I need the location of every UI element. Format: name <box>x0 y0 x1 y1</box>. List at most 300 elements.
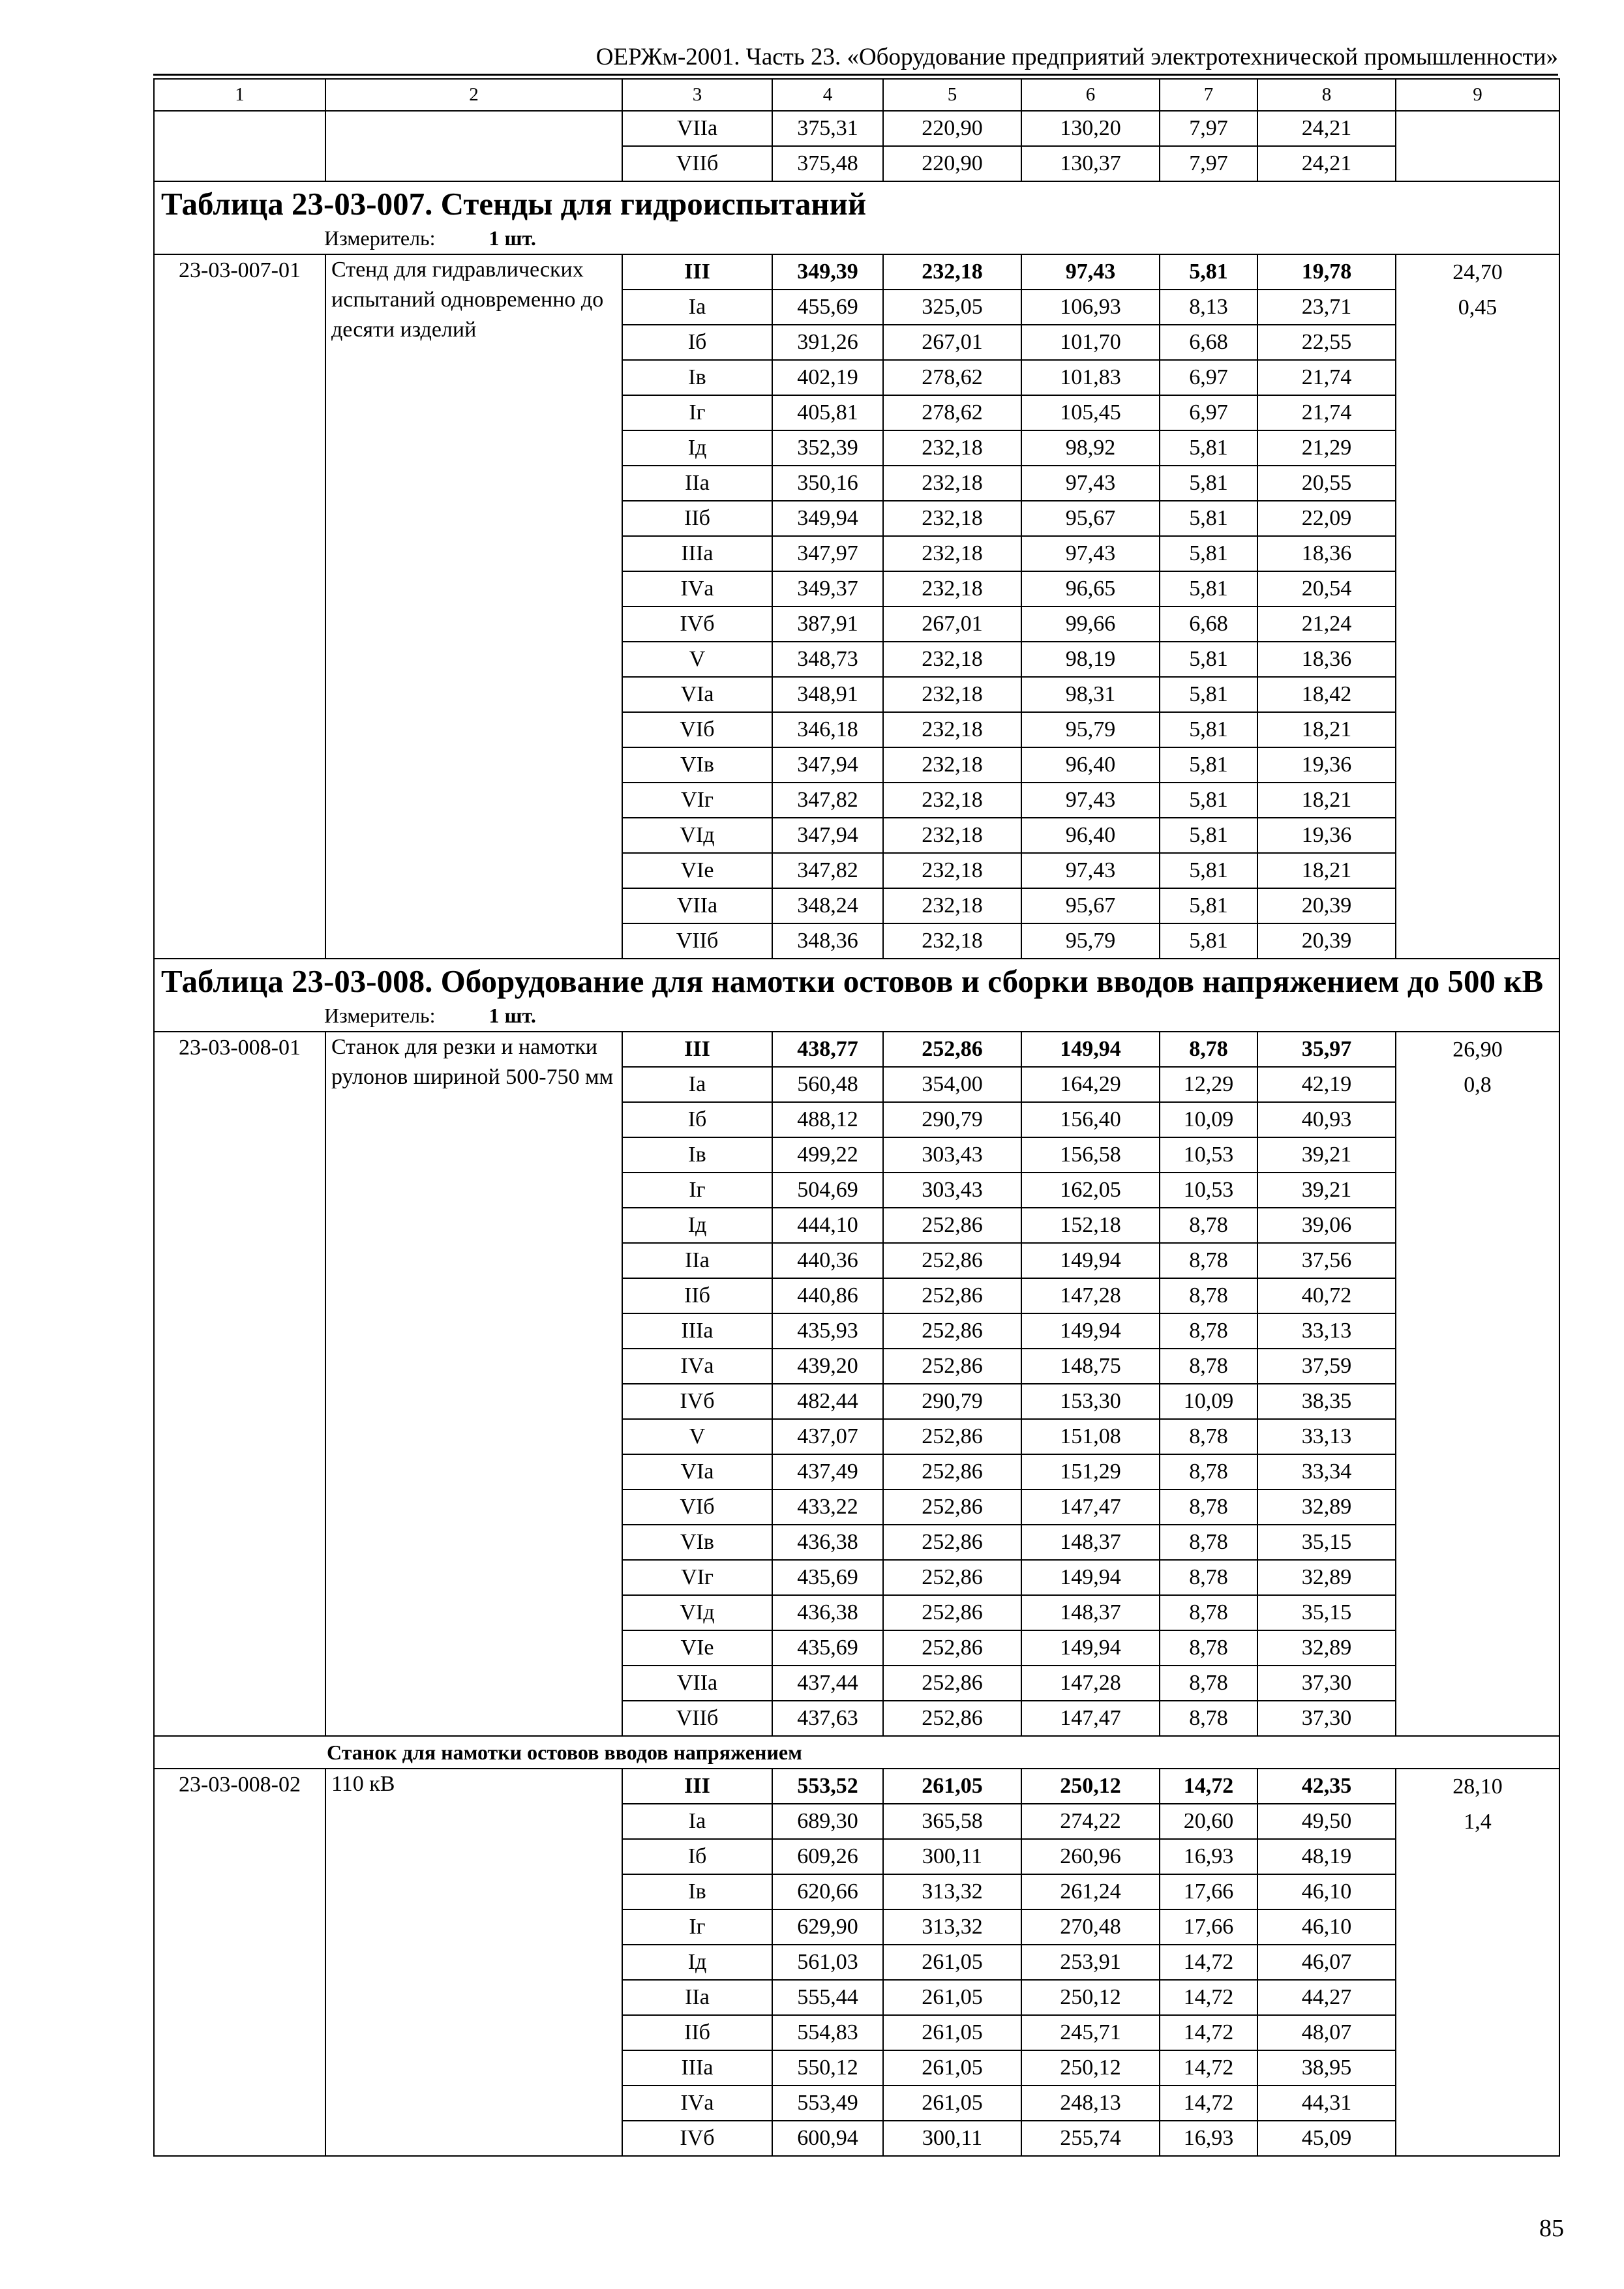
materials-cell: 21,24 <box>1257 606 1396 642</box>
region-cell: VIIб <box>622 146 772 181</box>
page-number: 85 <box>1539 2215 1564 2242</box>
salary-cell: 232,18 <box>883 923 1021 959</box>
region-cell: IIIа <box>622 1313 772 1349</box>
region-cell: Iа <box>622 290 772 325</box>
machines-cell: 96,40 <box>1021 818 1160 853</box>
materials-cell: 40,72 <box>1257 1278 1396 1313</box>
driver-salary-cell: 14,72 <box>1160 1980 1257 2015</box>
salary-cell: 252,86 <box>883 1701 1021 1736</box>
machines-cell: 105,45 <box>1021 395 1160 430</box>
total-cost-cell: 437,44 <box>772 1666 883 1701</box>
total-cost-cell: 352,39 <box>772 430 883 466</box>
region-cell: Iд <box>622 430 772 466</box>
materials-cell: 20,54 <box>1257 571 1396 606</box>
salary-cell: 261,05 <box>883 2086 1021 2121</box>
measure-label: Измеритель: <box>324 1004 436 1027</box>
region-cell: V <box>622 1419 772 1454</box>
materials-cell: 37,30 <box>1257 1666 1396 1701</box>
salary-cell: 261,05 <box>883 2050 1021 2086</box>
driver-salary-cell: 8,78 <box>1160 1630 1257 1666</box>
machines-cell: 248,13 <box>1021 2086 1160 2121</box>
salary-cell: 252,86 <box>883 1560 1021 1595</box>
salary-cell: 252,86 <box>883 1630 1021 1666</box>
machines-cell: 149,94 <box>1021 1243 1160 1278</box>
driver-salary-cell: 8,78 <box>1160 1208 1257 1243</box>
description-cell: Стенд для гидравлических испытаний одновременно до десяти изделий <box>325 254 622 959</box>
total-cost-cell: 349,39 <box>772 254 883 290</box>
column-number: 9 <box>1396 79 1559 111</box>
materials-cell: 19,78 <box>1257 254 1396 290</box>
total-cost-cell: 455,69 <box>772 290 883 325</box>
region-cell: IIб <box>622 1278 772 1313</box>
materials-cell: 39,21 <box>1257 1173 1396 1208</box>
salary-cell: 220,90 <box>883 146 1021 181</box>
table-title-row <box>154 959 1559 1032</box>
total-cost-cell: 375,31 <box>772 111 883 146</box>
total-cost-cell: 438,77 <box>772 1032 883 1067</box>
region-cell: VIд <box>622 818 772 853</box>
column-number: 7 <box>1160 79 1257 111</box>
materials-cell: 22,55 <box>1257 325 1396 360</box>
driver-salary-cell: 8,78 <box>1160 1032 1257 1067</box>
materials-cell: 21,74 <box>1257 360 1396 395</box>
materials-cell: 49,50 <box>1257 1804 1396 1839</box>
materials-cell: 35,15 <box>1257 1595 1396 1630</box>
salary-cell: 261,05 <box>883 1769 1021 1804</box>
column-number: 8 <box>1257 79 1396 111</box>
machines-cell: 130,20 <box>1021 111 1160 146</box>
subtitle-cell: Станок для намотки остовов вводов напряжением <box>154 1736 1559 1769</box>
region-cell: VIа <box>622 677 772 712</box>
salary-cell: 325,05 <box>883 290 1021 325</box>
total-cost-cell: 600,94 <box>772 2121 883 2156</box>
total-cost-cell: 436,38 <box>772 1595 883 1630</box>
machines-cell: 147,47 <box>1021 1701 1160 1736</box>
price-table <box>153 78 1560 2157</box>
code-cell: 23-03-008-01 <box>154 1032 325 1736</box>
salary-cell: 290,79 <box>883 1384 1021 1419</box>
machines-cell: 99,66 <box>1021 606 1160 642</box>
salary-cell: 232,18 <box>883 818 1021 853</box>
description-cell: Станок для резки и намотки рулонов шириной 500-750 мм <box>325 1032 622 1736</box>
region-cell: VIб <box>622 1489 772 1525</box>
materials-cell: 20,39 <box>1257 923 1396 959</box>
region-cell: III <box>622 254 772 290</box>
region-cell: VIIа <box>622 1666 772 1701</box>
table-title: Таблица 23-03-007. Стенды для гидроиспытаний <box>161 186 867 222</box>
materials-cell: 18,42 <box>1257 677 1396 712</box>
region-cell: Iв <box>622 1874 772 1909</box>
table-row <box>154 111 1559 146</box>
code-cell: 23-03-007-01 <box>154 254 325 959</box>
subtitle-row <box>154 1736 1559 1769</box>
salary-cell: 252,86 <box>883 1666 1021 1701</box>
total-cost-cell: 387,91 <box>772 606 883 642</box>
driver-salary-cell: 5,81 <box>1160 536 1257 571</box>
labor-machinists: 0,8 <box>1464 1073 1492 1097</box>
total-cost-cell: 629,90 <box>772 1909 883 1945</box>
total-cost-cell: 347,82 <box>772 853 883 888</box>
header-text: ОЕРЖм-2001. Часть 23. «Оборудование предприятий электротехнической промышленности» <box>595 44 1558 70</box>
materials-cell: 40,93 <box>1257 1102 1396 1137</box>
region-cell: Iа <box>622 1804 772 1839</box>
driver-salary-cell: 5,81 <box>1160 501 1257 536</box>
total-cost-cell: 437,07 <box>772 1419 883 1454</box>
machines-cell: 149,94 <box>1021 1560 1160 1595</box>
salary-cell: 232,18 <box>883 712 1021 747</box>
driver-salary-cell: 8,78 <box>1160 1525 1257 1560</box>
total-cost-cell: 609,26 <box>772 1839 883 1874</box>
machines-cell: 148,37 <box>1021 1525 1160 1560</box>
total-cost-cell: 349,94 <box>772 501 883 536</box>
machines-cell: 97,43 <box>1021 783 1160 818</box>
region-cell: IIа <box>622 1243 772 1278</box>
materials-cell: 37,59 <box>1257 1349 1396 1384</box>
materials-cell: 19,36 <box>1257 747 1396 783</box>
machines-cell: 97,43 <box>1021 853 1160 888</box>
code-cell: 23-03-008-02 <box>154 1769 325 2156</box>
region-cell: Iв <box>622 1137 772 1173</box>
machines-cell: 156,58 <box>1021 1137 1160 1173</box>
salary-cell: 232,18 <box>883 642 1021 677</box>
driver-salary-cell: 5,81 <box>1160 712 1257 747</box>
driver-salary-cell: 8,78 <box>1160 1560 1257 1595</box>
total-cost-cell: 550,12 <box>772 2050 883 2086</box>
measure-line <box>161 224 1555 254</box>
materials-cell: 21,29 <box>1257 430 1396 466</box>
total-cost-cell: 347,82 <box>772 783 883 818</box>
driver-salary-cell: 8,78 <box>1160 1349 1257 1384</box>
table-body <box>154 79 1559 2156</box>
salary-cell: 278,62 <box>883 360 1021 395</box>
page-header <box>153 39 1558 76</box>
salary-cell: 232,18 <box>883 853 1021 888</box>
region-cell: IIIа <box>622 2050 772 2086</box>
labor-cost: 26,90 <box>1452 1038 1503 1062</box>
materials-cell: 33,13 <box>1257 1419 1396 1454</box>
table-row <box>154 1032 1559 1067</box>
total-cost-cell: 560,48 <box>772 1067 883 1102</box>
labor-machinists: 0,45 <box>1458 295 1497 320</box>
driver-salary-cell: 8,78 <box>1160 1666 1257 1701</box>
total-cost-cell: 347,94 <box>772 818 883 853</box>
labor-cell <box>1396 254 1559 959</box>
driver-salary-cell: 14,72 <box>1160 2015 1257 2050</box>
measure-label: Измеритель: <box>324 226 436 250</box>
driver-salary-cell: 20,60 <box>1160 1804 1257 1839</box>
salary-cell: 252,86 <box>883 1208 1021 1243</box>
driver-salary-cell: 6,68 <box>1160 606 1257 642</box>
total-cost-cell: 439,20 <box>772 1349 883 1384</box>
salary-cell: 252,86 <box>883 1419 1021 1454</box>
salary-cell: 252,86 <box>883 1454 1021 1489</box>
measure-unit: 1 шт. <box>489 1004 536 1027</box>
description-cell: 110 кВ <box>325 1769 622 2156</box>
driver-salary-cell: 14,72 <box>1160 1945 1257 1980</box>
region-cell: VIв <box>622 1525 772 1560</box>
materials-cell: 24,21 <box>1257 111 1396 146</box>
region-cell: IVа <box>622 1349 772 1384</box>
labor-cell <box>1396 1032 1559 1736</box>
driver-salary-cell: 7,97 <box>1160 111 1257 146</box>
region-cell: Iд <box>622 1208 772 1243</box>
total-cost-cell: 435,69 <box>772 1560 883 1595</box>
machines-cell: 162,05 <box>1021 1173 1160 1208</box>
machines-cell: 147,28 <box>1021 1666 1160 1701</box>
total-cost-cell: 504,69 <box>772 1173 883 1208</box>
machines-cell: 101,70 <box>1021 325 1160 360</box>
driver-salary-cell: 10,53 <box>1160 1173 1257 1208</box>
machines-cell: 156,40 <box>1021 1102 1160 1137</box>
region-cell: VIг <box>622 783 772 818</box>
machines-cell: 130,37 <box>1021 146 1160 181</box>
region-cell: VIе <box>622 853 772 888</box>
materials-cell: 48,07 <box>1257 2015 1396 2050</box>
salary-cell: 354,00 <box>883 1067 1021 1102</box>
region-cell: IVб <box>622 1384 772 1419</box>
machines-cell: 98,19 <box>1021 642 1160 677</box>
region-cell: IVа <box>622 2086 772 2121</box>
column-number: 4 <box>772 79 883 111</box>
total-cost-cell: 346,18 <box>772 712 883 747</box>
driver-salary-cell: 5,81 <box>1160 430 1257 466</box>
table-row <box>154 254 1559 290</box>
measure-line <box>161 1001 1555 1031</box>
total-cost-cell: 348,36 <box>772 923 883 959</box>
region-cell: VIе <box>622 1630 772 1666</box>
salary-cell: 252,86 <box>883 1489 1021 1525</box>
region-cell: Iв <box>622 360 772 395</box>
materials-cell: 38,35 <box>1257 1384 1396 1419</box>
driver-salary-cell: 16,93 <box>1160 2121 1257 2156</box>
materials-cell: 18,36 <box>1257 642 1396 677</box>
driver-salary-cell: 8,78 <box>1160 1278 1257 1313</box>
materials-cell: 44,31 <box>1257 2086 1396 2121</box>
region-cell: Iб <box>622 1839 772 1874</box>
salary-cell: 252,86 <box>883 1349 1021 1384</box>
table-title-row <box>154 181 1559 254</box>
machines-cell: 97,43 <box>1021 466 1160 501</box>
machines-cell: 147,28 <box>1021 1278 1160 1313</box>
region-cell: VIг <box>622 1560 772 1595</box>
machines-cell: 250,12 <box>1021 1769 1160 1804</box>
total-cost-cell: 444,10 <box>772 1208 883 1243</box>
region-cell: VIIа <box>622 888 772 923</box>
salary-cell: 252,86 <box>883 1595 1021 1630</box>
labor-cell <box>1396 1769 1559 2156</box>
salary-cell: 261,05 <box>883 1980 1021 2015</box>
salary-cell: 267,01 <box>883 606 1021 642</box>
salary-cell: 252,86 <box>883 1032 1021 1067</box>
machines-cell: 250,12 <box>1021 1980 1160 2015</box>
materials-cell: 45,09 <box>1257 2121 1396 2156</box>
materials-cell: 18,21 <box>1257 712 1396 747</box>
total-cost-cell: 402,19 <box>772 360 883 395</box>
machines-cell: 98,92 <box>1021 430 1160 466</box>
materials-cell: 42,35 <box>1257 1769 1396 1804</box>
machines-cell: 95,79 <box>1021 923 1160 959</box>
machines-cell: 270,48 <box>1021 1909 1160 1945</box>
total-cost-cell: 440,36 <box>772 1243 883 1278</box>
total-cost-cell: 375,48 <box>772 146 883 181</box>
column-numbers-row <box>154 79 1559 111</box>
salary-cell: 232,18 <box>883 430 1021 466</box>
description-cell <box>325 111 622 181</box>
driver-salary-cell: 12,29 <box>1160 1067 1257 1102</box>
table-title-cell <box>154 959 1559 1032</box>
machines-cell: 260,96 <box>1021 1839 1160 1874</box>
driver-salary-cell: 5,81 <box>1160 923 1257 959</box>
driver-salary-cell: 16,93 <box>1160 1839 1257 1874</box>
materials-cell: 20,55 <box>1257 466 1396 501</box>
salary-cell: 232,18 <box>883 888 1021 923</box>
driver-salary-cell: 14,72 <box>1160 2086 1257 2121</box>
salary-cell: 303,43 <box>883 1173 1021 1208</box>
machines-cell: 147,47 <box>1021 1489 1160 1525</box>
labor-machinists: 1,4 <box>1464 1810 1492 1834</box>
total-cost-cell: 433,22 <box>772 1489 883 1525</box>
driver-salary-cell: 5,81 <box>1160 642 1257 677</box>
region-cell: IVб <box>622 606 772 642</box>
driver-salary-cell: 5,81 <box>1160 888 1257 923</box>
salary-cell: 232,18 <box>883 747 1021 783</box>
region-cell: IVб <box>622 2121 772 2156</box>
total-cost-cell: 391,26 <box>772 325 883 360</box>
machines-cell: 153,30 <box>1021 1384 1160 1419</box>
region-cell: IIа <box>622 466 772 501</box>
materials-cell: 18,21 <box>1257 783 1396 818</box>
region-cell: Iа <box>622 1067 772 1102</box>
driver-salary-cell: 17,66 <box>1160 1909 1257 1945</box>
salary-cell: 232,18 <box>883 677 1021 712</box>
salary-cell: 300,11 <box>883 1839 1021 1874</box>
machines-cell: 151,29 <box>1021 1454 1160 1489</box>
region-cell: IIа <box>622 1980 772 2015</box>
machines-cell: 149,94 <box>1021 1630 1160 1666</box>
labor-cost: 24,70 <box>1452 260 1503 284</box>
driver-salary-cell: 6,68 <box>1160 325 1257 360</box>
driver-salary-cell: 8,13 <box>1160 290 1257 325</box>
table-row <box>154 1769 1559 1804</box>
materials-cell: 23,71 <box>1257 290 1396 325</box>
salary-cell: 261,05 <box>883 2015 1021 2050</box>
materials-cell: 32,89 <box>1257 1489 1396 1525</box>
region-cell: Iг <box>622 395 772 430</box>
salary-cell: 303,43 <box>883 1137 1021 1173</box>
machines-cell: 95,67 <box>1021 888 1160 923</box>
machines-cell: 96,40 <box>1021 747 1160 783</box>
column-number: 2 <box>325 79 622 111</box>
materials-cell: 18,36 <box>1257 536 1396 571</box>
region-cell: IIб <box>622 501 772 536</box>
driver-salary-cell: 17,66 <box>1160 1874 1257 1909</box>
region-cell: Iд <box>622 1945 772 1980</box>
machines-cell: 98,31 <box>1021 677 1160 712</box>
total-cost-cell: 347,94 <box>772 747 883 783</box>
materials-cell: 37,30 <box>1257 1701 1396 1736</box>
driver-salary-cell: 6,97 <box>1160 395 1257 430</box>
salary-cell: 300,11 <box>883 2121 1021 2156</box>
region-cell: VIб <box>622 712 772 747</box>
total-cost-cell: 347,97 <box>772 536 883 571</box>
code-cell <box>154 111 325 181</box>
salary-cell: 290,79 <box>883 1102 1021 1137</box>
salary-cell: 232,18 <box>883 571 1021 606</box>
salary-cell: 232,18 <box>883 254 1021 290</box>
salary-cell: 313,32 <box>883 1874 1021 1909</box>
table-title: Таблица 23-03-008. Оборудование для намотки остовов и сборки вводов напряжением до 500 кВ <box>161 963 1544 999</box>
labor-cell <box>1396 111 1559 181</box>
machines-cell: 149,94 <box>1021 1313 1160 1349</box>
driver-salary-cell: 8,78 <box>1160 1701 1257 1736</box>
machines-cell: 148,37 <box>1021 1595 1160 1630</box>
machines-cell: 151,08 <box>1021 1419 1160 1454</box>
total-cost-cell: 561,03 <box>772 1945 883 1980</box>
materials-cell: 32,89 <box>1257 1560 1396 1595</box>
region-cell: Iг <box>622 1173 772 1208</box>
region-cell: VIIа <box>622 111 772 146</box>
materials-cell: 42,19 <box>1257 1067 1396 1102</box>
driver-salary-cell: 5,81 <box>1160 466 1257 501</box>
driver-salary-cell: 5,81 <box>1160 818 1257 853</box>
total-cost-cell: 553,49 <box>772 2086 883 2121</box>
total-cost-cell: 440,86 <box>772 1278 883 1313</box>
total-cost-cell: 437,49 <box>772 1454 883 1489</box>
salary-cell: 278,62 <box>883 395 1021 430</box>
region-cell: IIб <box>622 2015 772 2050</box>
total-cost-cell: 350,16 <box>772 466 883 501</box>
driver-salary-cell: 5,81 <box>1160 677 1257 712</box>
driver-salary-cell: 10,09 <box>1160 1384 1257 1419</box>
driver-salary-cell: 14,72 <box>1160 1769 1257 1804</box>
total-cost-cell: 436,38 <box>772 1525 883 1560</box>
driver-salary-cell: 5,81 <box>1160 783 1257 818</box>
salary-cell: 220,90 <box>883 111 1021 146</box>
driver-salary-cell: 10,53 <box>1160 1137 1257 1173</box>
measure-unit: 1 шт. <box>489 226 536 250</box>
machines-cell: 152,18 <box>1021 1208 1160 1243</box>
materials-cell: 35,15 <box>1257 1525 1396 1560</box>
materials-cell: 39,06 <box>1257 1208 1396 1243</box>
region-cell: III <box>622 1032 772 1067</box>
total-cost-cell: 554,83 <box>772 2015 883 2050</box>
region-cell: VIа <box>622 1454 772 1489</box>
total-cost-cell: 349,37 <box>772 571 883 606</box>
driver-salary-cell: 7,97 <box>1160 146 1257 181</box>
total-cost-cell: 348,73 <box>772 642 883 677</box>
region-cell: VIIб <box>622 923 772 959</box>
machines-cell: 261,24 <box>1021 1874 1160 1909</box>
materials-cell: 33,13 <box>1257 1313 1396 1349</box>
machines-cell: 96,65 <box>1021 571 1160 606</box>
machines-cell: 95,79 <box>1021 712 1160 747</box>
driver-salary-cell: 5,81 <box>1160 747 1257 783</box>
machines-cell: 164,29 <box>1021 1067 1160 1102</box>
machines-cell: 274,22 <box>1021 1804 1160 1839</box>
materials-cell: 46,10 <box>1257 1909 1396 1945</box>
machines-cell: 97,43 <box>1021 536 1160 571</box>
materials-cell: 21,74 <box>1257 395 1396 430</box>
labor-cost: 28,10 <box>1452 1774 1503 1799</box>
driver-salary-cell: 8,78 <box>1160 1419 1257 1454</box>
machines-cell: 106,93 <box>1021 290 1160 325</box>
driver-salary-cell: 5,81 <box>1160 254 1257 290</box>
materials-cell: 35,97 <box>1257 1032 1396 1067</box>
materials-cell: 46,07 <box>1257 1945 1396 1980</box>
region-cell: IIIа <box>622 536 772 571</box>
column-number: 3 <box>622 79 772 111</box>
materials-cell: 19,36 <box>1257 818 1396 853</box>
